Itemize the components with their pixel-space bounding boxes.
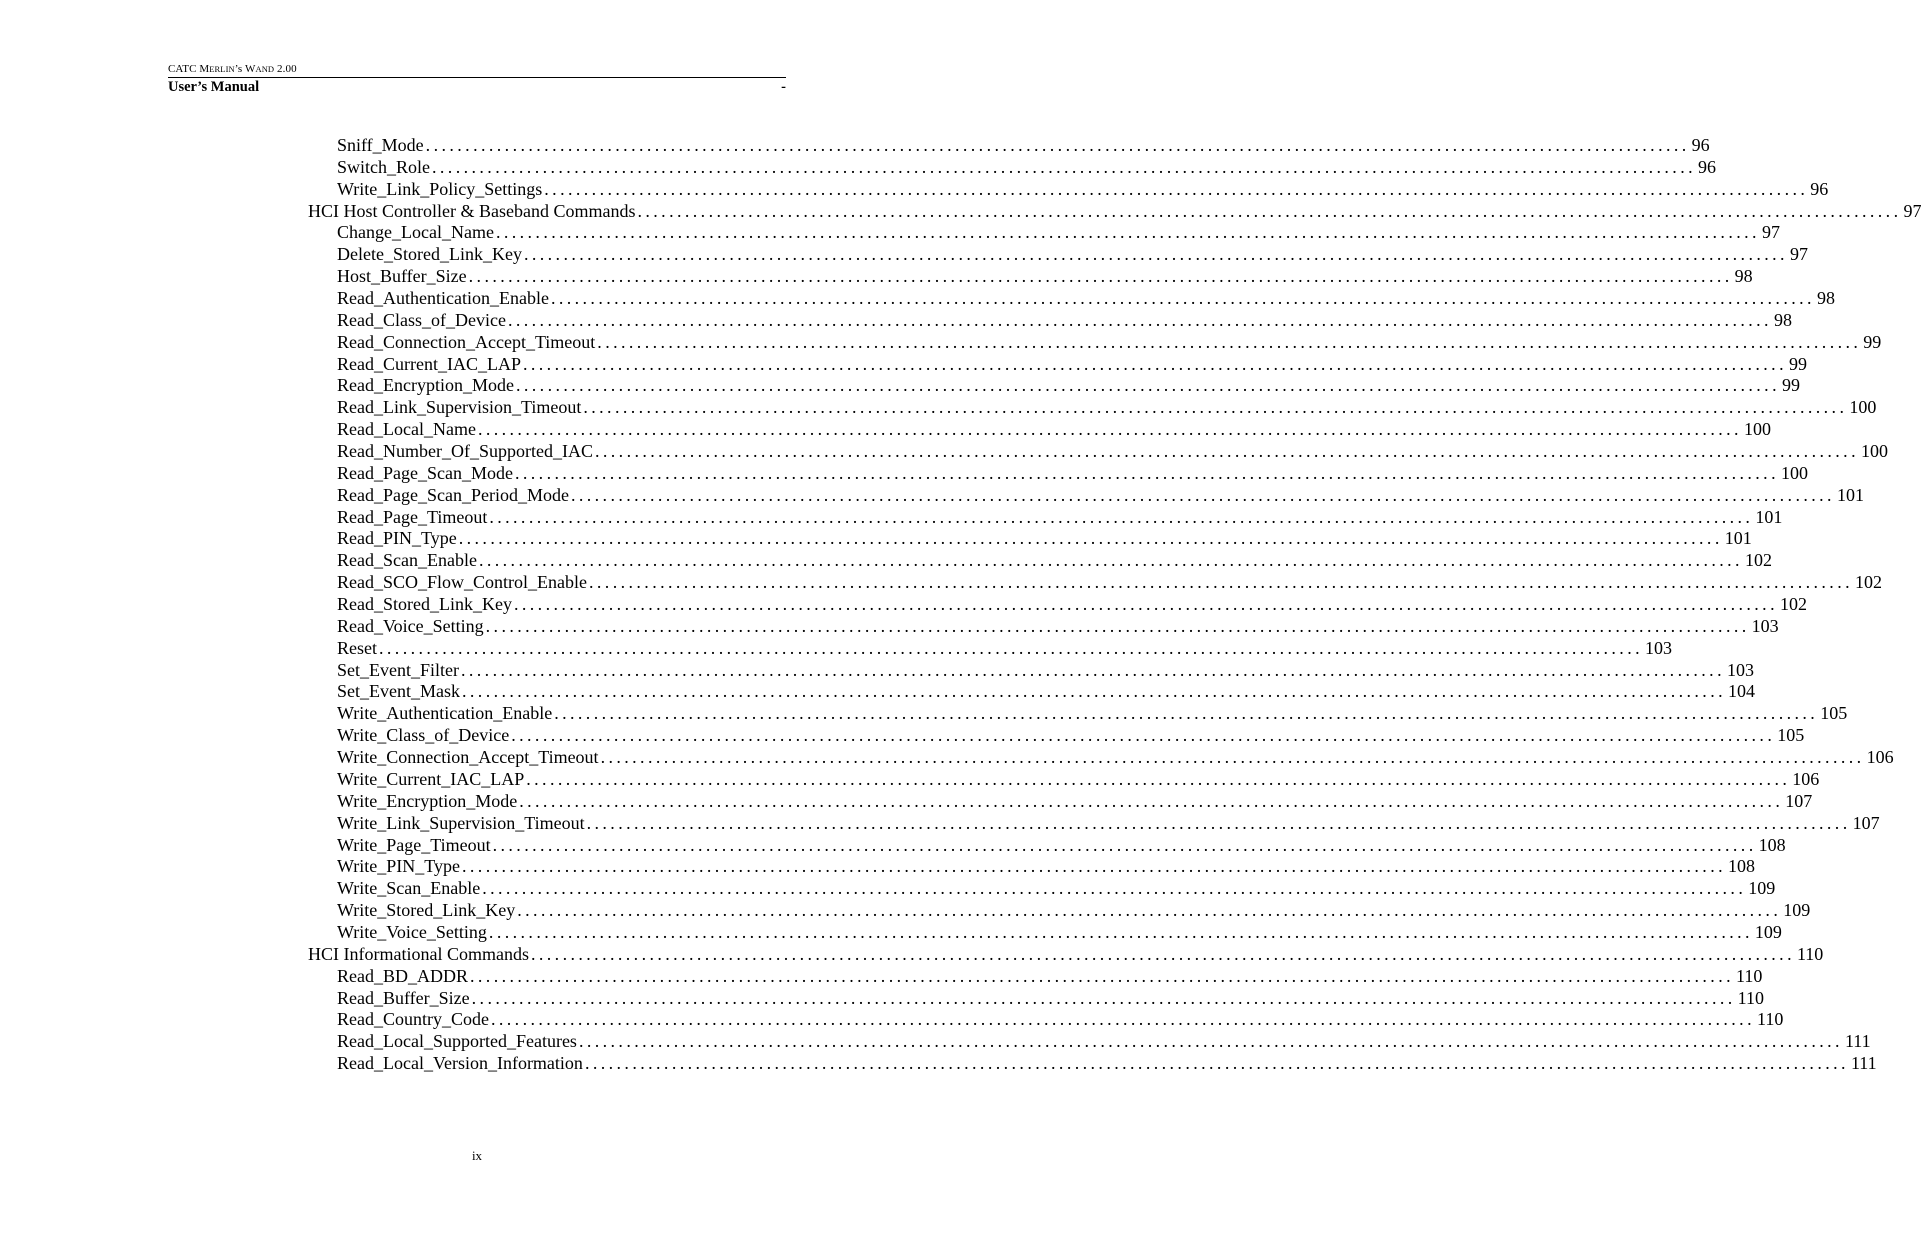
toc-entry[interactable] (308, 528, 1752, 550)
toc-entry-page: 105 (1820, 703, 1848, 724)
toc-entry-label: Read_Page_Scan_Period_Mode (337, 484, 569, 505)
toc-entry-page: 100 (1860, 441, 1888, 462)
dot-leader: ................................................................................................................................................................ (468, 266, 1733, 287)
toc-entry-page: 105 (1777, 725, 1805, 746)
toc-entry[interactable] (308, 790, 1813, 813)
toc-entry-label: Read_Buffer_Size (337, 987, 470, 1008)
dot-leader: ................................................................................................................................................................ (462, 681, 1726, 702)
toc-entry-label: Reset (337, 637, 377, 658)
toc-entry[interactable] (308, 900, 1811, 922)
toc-entry[interactable] (308, 1031, 1871, 1053)
toc-entry-label: Read_Local_Name (337, 419, 476, 440)
toc-entry-page: 101 (1755, 506, 1783, 527)
toc-entry-label: Read_Class_of_Device (337, 309, 506, 330)
toc-entry-label: Read_Number_Of_Supported_IAC (337, 441, 593, 462)
dot-leader: ................................................................................................................................................................ (515, 375, 1780, 396)
toc-entry[interactable] (308, 812, 1880, 835)
dot-leader: ................................................................................................................................................................ (522, 353, 1787, 374)
toc-entry-label: Write_Current_IAC_LAP (337, 768, 525, 789)
toc-entry-page: 103 (1726, 659, 1754, 680)
dot-leader: ................................................................................................................................................................ (425, 135, 1690, 155)
toc-entry-label: Read_Current_IAC_LAP (337, 353, 521, 374)
toc-entry-page: 99 (1781, 375, 1800, 396)
toc-entry-page: 101 (1836, 484, 1864, 505)
toc-entry-page: 108 (1728, 856, 1755, 877)
dot-leader: ................................................................................................................................................................ (511, 725, 1776, 746)
toc-entry-label: Write_Authentication_Enable (337, 703, 553, 724)
dot-leader: ................................................................................................................................................................ (517, 900, 1782, 921)
dot-leader: ................................................................................................................................................................ (485, 615, 1750, 636)
dot-leader: ................................................................................................................................................................ (578, 1031, 1843, 1052)
toc-entry[interactable] (308, 266, 1753, 288)
toc-entry-label: Switch_Role (337, 156, 430, 177)
dot-leader: ................................................................................................................................................................ (489, 506, 1754, 527)
header-dash: - (781, 79, 786, 95)
dot-leader: ................................................................................................................................................................ (462, 856, 1726, 877)
toc-entry-label: HCI Informational Commands (308, 943, 529, 964)
toc-entry[interactable] (308, 156, 1716, 179)
toc-entry[interactable] (308, 550, 1772, 572)
dot-leader: ................................................................................................................................................................ (470, 965, 1734, 986)
toc-entry-page: 99 (1863, 331, 1882, 352)
dot-leader: ................................................................................................................................................................ (507, 309, 1772, 330)
toc-entry[interactable] (308, 615, 1779, 638)
dot-leader: ................................................................................................................................................................ (488, 921, 1753, 942)
toc-entry-label: Set_Event_Mask (337, 681, 460, 702)
toc-entry[interactable] (308, 987, 1764, 1010)
toc-entry[interactable] (308, 878, 1776, 900)
toc-entry-page: 111 (1844, 1031, 1871, 1052)
toc-entry-label: Read_Stored_Link_Key (337, 594, 512, 615)
toc-entry-page: 110 (1736, 965, 1763, 986)
toc-entry-page: 106 (1792, 768, 1820, 789)
toc-entry-label: Read_Country_Code (337, 1009, 489, 1030)
toc-entry-label: Write_Class_of_Device (337, 725, 510, 746)
toc-entry-page: 102 (1779, 594, 1807, 615)
dot-leader: ................................................................................................................................................................ (554, 703, 1819, 724)
toc-entry-page: 102 (1855, 572, 1882, 593)
dot-leader: ................................................................................................................................................................ (514, 462, 1779, 483)
toc-entry-label: Set_Event_Filter (337, 659, 459, 680)
toc-entry[interactable] (308, 637, 1672, 660)
toc-entry[interactable] (308, 244, 1808, 266)
toc-entry-page: 98 (1773, 309, 1792, 330)
toc-entry[interactable] (308, 747, 1894, 769)
toc-entry-label: Write_Connection_Accept_Timeout (337, 747, 599, 768)
toc-entry-label: Change_Local_Name (337, 222, 494, 243)
toc-entry-label: Read_Authentication_Enable (337, 288, 549, 309)
dot-leader: ................................................................................................................................................................ (586, 812, 1851, 833)
dot-leader: ................................................................................................................................................................ (637, 200, 1902, 221)
toc-entry-page: 96 (1691, 135, 1710, 155)
dot-leader: ................................................................................................................................................................ (583, 397, 1848, 418)
toc-section-entry[interactable] (308, 943, 1824, 966)
dot-leader: ................................................................................................................................................................ (526, 768, 1791, 789)
dot-leader: ................................................................................................................................................................ (519, 790, 1784, 811)
toc-entry-label: Read_Voice_Setting (337, 615, 484, 636)
dot-leader: ................................................................................................................................................................ (513, 594, 1778, 615)
toc-entry[interactable] (308, 506, 1783, 529)
toc-entry-page: 100 (1743, 419, 1771, 440)
toc-entry-label: Write_Link_Supervision_Timeout (337, 812, 585, 833)
dot-leader: ................................................................................................................................................................ (477, 419, 1742, 440)
toc-entry[interactable] (308, 288, 1835, 310)
dot-leader: ................................................................................................................................................................ (550, 288, 1815, 309)
toc-entry-page: 104 (1728, 681, 1755, 702)
toc-entry-label: Read_SCO_Flow_Control_Enable (337, 572, 587, 593)
toc-entry-page: 103 (1645, 637, 1672, 658)
toc-entry-label: Sniff_Mode (337, 135, 424, 155)
toc-entry-page: 106 (1866, 747, 1894, 768)
dot-leader: ................................................................................................................................................................ (492, 834, 1757, 855)
running-header (168, 62, 786, 96)
toc-entry-label: Write_Link_Policy_Settings (337, 178, 543, 199)
toc-entry-page: 102 (1744, 550, 1772, 571)
dot-leader: ................................................................................................................................................................ (597, 331, 1862, 352)
toc-entry[interactable] (308, 1053, 1877, 1075)
dot-leader: ................................................................................................................................................................ (482, 878, 1747, 899)
toc-entry-label: Write_Page_Timeout (337, 834, 491, 855)
toc-entry-label: Read_Connection_Accept_Timeout (337, 331, 596, 352)
dot-leader: ................................................................................................................................................................ (432, 156, 1696, 177)
toc-entry-label: Read_Encryption_Mode (337, 375, 514, 396)
dot-leader: ................................................................................................................................................................ (490, 1009, 1755, 1030)
toc-entry[interactable] (308, 397, 1877, 419)
toc-entry[interactable] (308, 441, 1888, 463)
dot-leader: ................................................................................................................................................................ (594, 441, 1859, 462)
dot-leader: ................................................................................................................................................................ (530, 943, 1795, 964)
table-of-contents (308, 135, 1921, 1075)
toc-entry-label: Write_Scan_Enable (337, 878, 481, 899)
dot-leader: ................................................................................................................................................................ (471, 987, 1736, 1008)
toc-entry-page: 107 (1852, 812, 1880, 833)
toc-section-entry[interactable] (308, 200, 1921, 223)
toc-entry-page: 101 (1724, 528, 1752, 549)
toc-entry[interactable] (308, 703, 1848, 725)
toc-entry[interactable] (308, 725, 1805, 747)
manual-title: User’s Manual (168, 79, 260, 95)
manual-title-row (168, 78, 786, 96)
toc-entry[interactable] (308, 309, 1792, 332)
dot-leader: ................................................................................................................................................................ (460, 659, 1725, 680)
toc-entry-label: HCI Host Controller & Baseband Commands (308, 200, 636, 221)
toc-entry-page: 100 (1780, 462, 1808, 483)
toc-entry[interactable] (308, 572, 1882, 594)
toc-entry-page: 111 (1850, 1053, 1877, 1074)
toc-entry-page: 98 (1734, 266, 1753, 287)
toc-entry-page: 97 (1789, 244, 1808, 265)
toc-entry-label: Write_Stored_Link_Key (337, 900, 516, 921)
toc-entry-page: 96 (1810, 178, 1829, 199)
dot-leader: ................................................................................................................................................................ (478, 550, 1743, 571)
dot-leader: ................................................................................................................................................................ (495, 222, 1760, 243)
toc-entry-page: 100 (1849, 397, 1877, 418)
toc-entry[interactable] (308, 375, 1800, 397)
toc-entry[interactable] (308, 222, 1780, 244)
toc-entry-label: Read_BD_ADDR (337, 965, 468, 986)
toc-entry-page: 107 (1785, 790, 1813, 811)
toc-entry-label: Read_Local_Version_Information (337, 1053, 583, 1074)
toc-entry[interactable] (308, 659, 1754, 682)
toc-entry[interactable] (308, 965, 1763, 988)
toc-entry-page: 99 (1788, 353, 1807, 374)
toc-entry-page: 109 (1748, 878, 1776, 899)
dot-leader: ................................................................................................................................................................ (458, 528, 1723, 549)
toc-entry-label: Read_Page_Scan_Mode (337, 462, 513, 483)
toc-entry[interactable] (308, 135, 1710, 157)
toc-entry-page: 110 (1737, 987, 1764, 1008)
page-number: ix (471, 1148, 483, 1163)
toc-entry-label: Read_Link_Supervision_Timeout (337, 397, 582, 418)
toc-entry-page: 97 (1761, 222, 1780, 243)
toc-entry[interactable] (308, 331, 1882, 354)
toc-entry[interactable] (308, 594, 1807, 616)
toc-entry-label: Host_Buffer_Size (337, 266, 467, 287)
toc-entry-label: Read_Page_Timeout (337, 506, 488, 527)
toc-entry[interactable] (308, 834, 1786, 857)
toc-entry-label: Write_Voice_Setting (337, 921, 487, 942)
dot-leader: ................................................................................................................................................................ (544, 178, 1809, 199)
dot-leader: ................................................................................................................................................................ (570, 484, 1835, 505)
toc-entry-label: Delete_Stored_Link_Key (337, 244, 522, 265)
toc-entry-page: 103 (1751, 615, 1779, 636)
toc-entry[interactable] (308, 419, 1771, 441)
toc-entry-page: 110 (1796, 943, 1824, 964)
toc-entry[interactable] (308, 681, 1755, 703)
toc-entry[interactable] (308, 856, 1755, 878)
toc-entry[interactable] (308, 353, 1807, 376)
toc-entry-page: 110 (1756, 1009, 1784, 1030)
dot-leader: ................................................................................................................................................................ (523, 244, 1788, 265)
toc-entry-label: Write_PIN_Type (337, 856, 460, 877)
toc-entry-page: 109 (1754, 921, 1782, 942)
toc-entry[interactable] (308, 178, 1829, 201)
toc-entry[interactable] (308, 484, 1864, 507)
toc-entry[interactable] (308, 462, 1808, 485)
toc-entry-page: 98 (1816, 288, 1835, 309)
dot-leader: ................................................................................................................................................................ (584, 1053, 1849, 1074)
toc-entry[interactable] (308, 768, 1820, 791)
toc-entry[interactable] (308, 1009, 1784, 1031)
toc-entry-page: 97 (1903, 200, 1921, 221)
toc-entry-label: Read_PIN_Type (337, 528, 457, 549)
toc-entry[interactable] (308, 921, 1782, 944)
toc-entry-label: Read_Scan_Enable (337, 550, 477, 571)
dot-leader: ................................................................................................................................................................ (600, 747, 1865, 768)
toc-entry-page: 109 (1783, 900, 1811, 921)
product-title: CATC MERLIN’s WAND 2.00 (168, 63, 297, 75)
dot-leader: ................................................................................................................................................................ (379, 637, 1643, 658)
toc-entry-label: Write_Encryption_Mode (337, 790, 518, 811)
dot-leader: ................................................................................................................................................................ (589, 572, 1853, 593)
toc-entry-label: Read_Local_Supported_Features (337, 1031, 577, 1052)
toc-entry-page: 96 (1698, 156, 1716, 177)
toc-entry-page: 108 (1758, 834, 1786, 855)
